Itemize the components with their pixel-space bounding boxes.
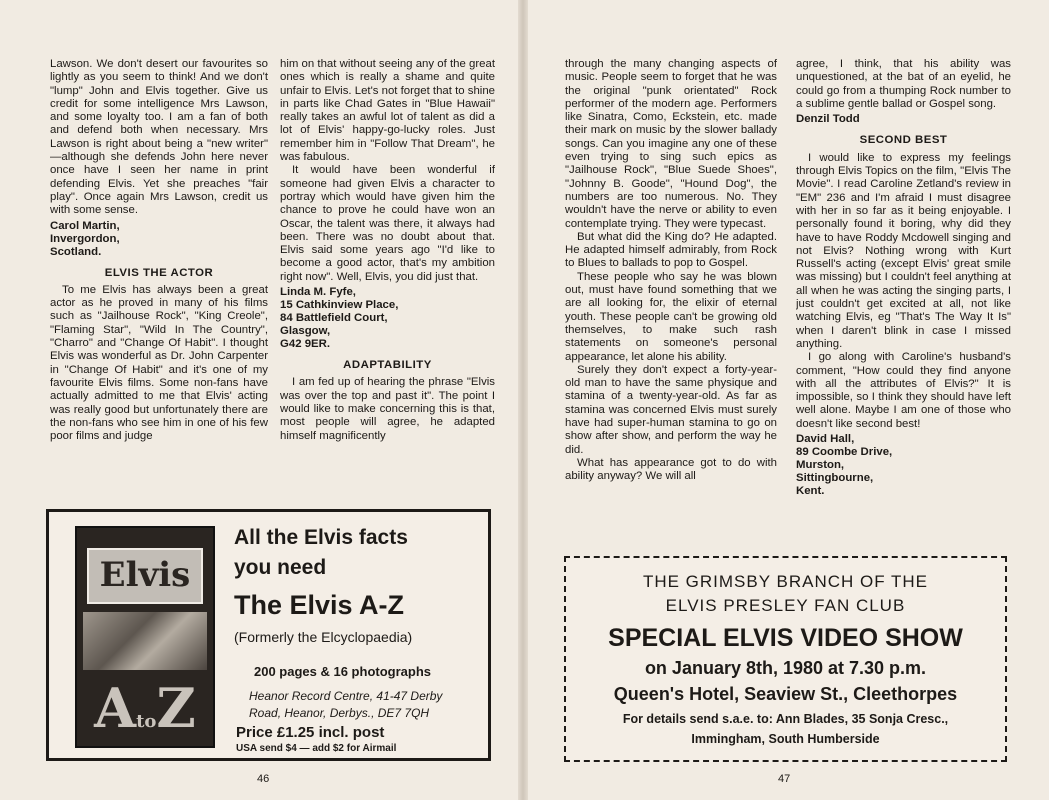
letter-text: To me Elvis has always been a great actor as he proved in many of his films such as "Jailhouse Rock", "King Creole", "Flaming Star", "Wild In The Country", "Charro" and "Change Of Habit". I thought Elvis was wonderful as Dr. John Carpenter in "Change Of Habit" and it's one of my favourite Elvis films. Some non-fans have actually admitted to me that Elvis' acting was really good but unfortunately there are the non-fans who see him in one of his few poor films and judge (50, 283, 268, 443)
ad-date: on January 8th, 1980 at 7.30 p.m. (644, 658, 927, 678)
ad-price: Price £1.25 incl. post (236, 724, 385, 741)
letter-text: I go along with Caroline's husband's comment, "How could they find anyone with all the attributes of Elvis?" It is impossible, so I think they should have left well alone. Maybe I am one of those who doesn't like second best! (796, 351, 1011, 430)
page-number: 46 (257, 773, 270, 785)
book-cover-image (75, 526, 215, 748)
section-heading: ADAPTABILITY (343, 359, 432, 372)
signature-line: Murston, (796, 459, 845, 472)
book-gutter (518, 0, 528, 800)
ad-headline: All the Elvis facts (234, 526, 408, 549)
left-column-2 (280, 58, 495, 506)
ad-address: Heanor Record Centre, 41-47 Derby Road, Heanor, Derbys., DE7 7QH (249, 689, 443, 720)
ad-details: For details send s.a.e. to: Ann Blades, 35 Sonja Cresc., (622, 712, 949, 726)
ad-details: Immingham, South Humberside (691, 732, 880, 746)
signature-line: 89 Coombe Drive, (796, 446, 893, 459)
right-column-1 (565, 58, 777, 556)
signature-line: Glasgow, (280, 325, 331, 338)
signature-line: Sittingbourne, (796, 472, 874, 485)
signature-name: Carol Martin, (50, 219, 120, 232)
signature-line: Scotland. (50, 245, 102, 258)
ad-org-line: ELVIS PRESLEY FAN CLUB (665, 596, 906, 615)
letter-text: These people who say he was blown out, must have found something that we are all looking for, the elixir of eternal youth. These people can't be growing old themselves, to make such rash statements on someone's personal appearance, let alone his ability. (565, 270, 777, 363)
letter-text: It would have been wonderful if someone had given Elvis a character to portray which would have given him the chance to prove he could have won an Oscar, the talent was there, it always had been. There was no doubt about that. Elvis said some years ago "I'd like to become a good actor, that's my ambition right now". Well, Elvis, you did just that. (280, 164, 495, 283)
ad-subtitle: (Formerly the Elcyclopaedia) (234, 629, 413, 645)
letter-text: agree, I think, that his ability was unquestioned, at the bat of an eyelid, he could go from a thumping Rock number to a sublime gentle ballad or Gospel song. (796, 58, 1011, 110)
page-number: 47 (778, 773, 791, 785)
signature-name: David Hall, (796, 433, 855, 446)
signature-line: Kent. (796, 485, 825, 498)
letter-text: But what did the King do? He adapted. He adapted himself admirably, from Rock to Blues to ballads to pop to Gospel. (565, 230, 777, 270)
letter-text: What has appearance got to do with ability anyway? We will all (565, 456, 777, 483)
letter-text: I am fed up of hearing the phrase "Elvis was over the top and past it". The point I would like to make concerning this is that, most people will agree, he adapted himself magnificently (280, 376, 495, 442)
signature-line: 15 Cathkinview Place, (280, 299, 399, 312)
signature-line: G42 9ER. (280, 338, 331, 351)
ad-usa-price: USA send $4 — add $2 for Airmail (236, 743, 397, 754)
signature-name: Linda M. Fyfe, (280, 286, 356, 299)
letter-text: through the many changing aspects of music. People seem to forget that he was the original "punk orientated" Rock performer of the modern age. Performers like Sinatra, Como, Eckstein, etc. made their mark on music by the slower ballady songs. Can you imagine any one of these even trying to sing such epics as "Jailhouse Rock", "Blue Suede Shoes", "Johnny B. Goode", "Hound Dog", the numbers are too numerous. No. They wouldn't have the nerve or ability to even contemplate trying. They were typecast. (565, 58, 777, 230)
ad-venue: Queen's Hotel, Seaview St., Cleethorpes (613, 684, 958, 704)
letter-text: Surely they don't expect a forty-year-old man to have the same physique and stamina of a twenty-year-old. As far as stamina was concerned Elvis must surely have had super-human stamina to go on show after show, and perform the way he did. (565, 363, 777, 456)
letter-text: I would like to express my feelings through Elvis Topics on the film, "Elvis The Movie". I read Caroline Zetland's review in "EM" 236 and I'm afraid I must disagree with her in so far as it being enjoyable. I personally found it boring, why did they have to have Roddy Mcdowell singing and not Elvis? Nothing wrong with Kurt Russell's acting (except Elvis' great smile was missing) but I couldn't feel anything at all when he was acting the singing parts, I just couldn't get excited at all, not like watching Elvis, eg "That's The Way It Is" when I daren't blink in case I missed anything. (796, 151, 1011, 350)
book-logo: Elvis (87, 548, 203, 604)
ad-org-line: THE GRIMSBY BRANCH OF THE (642, 572, 929, 591)
signature-block (796, 433, 1011, 498)
left-column-1 (50, 58, 268, 506)
book-photo-collage (83, 612, 207, 670)
signature-line: 84 Battlefield Court, (280, 312, 388, 325)
ad-title: The Elvis A-Z (234, 590, 405, 620)
ad-pages: 200 pages & 16 photographs (254, 664, 431, 679)
signature-name: Denzil Todd (796, 113, 860, 126)
signature-line: Invergordon, (50, 232, 120, 245)
signature-block (50, 220, 268, 259)
ad-headline: you need (234, 556, 327, 579)
letter-text: him on that without seeing any of the great ones which is really a shame and quite unfair to Elvis. Let's not forget that to shine in parts like Chad Gates in "Blue Hawaii" really takes an awful lot of talent as did a lot of Elvis' happy-go-lucky roles. Just remember him in "Follow That Dream", he was fabulous. (280, 58, 495, 164)
signature-block (280, 286, 495, 351)
letter-text: Lawson. We don't desert our favourites so lightly as you seem to think! And we don't "lump" John and Elvis together. Give us credit for some intelligence Mrs Lawson, and some loyalty too. I am a fan of both and defend both when necessary. Mrs Lawson is right about being a "new writer" —although she defends John here never once have I seen her name in print defending Elvis. Yet she preaches "fair play". Once again Mrs Lawson, credit us with some sense. (50, 58, 268, 217)
right-column-2 (796, 58, 1011, 556)
book-az-title: AtoZ (94, 676, 196, 740)
elvis-a-z-advert (46, 509, 491, 761)
section-heading: SECOND BEST (859, 134, 948, 147)
section-heading: ELVIS THE ACTOR (104, 266, 214, 279)
video-show-advert (564, 556, 1007, 762)
ad-title: SPECIAL ELVIS VIDEO SHOW (608, 624, 963, 652)
